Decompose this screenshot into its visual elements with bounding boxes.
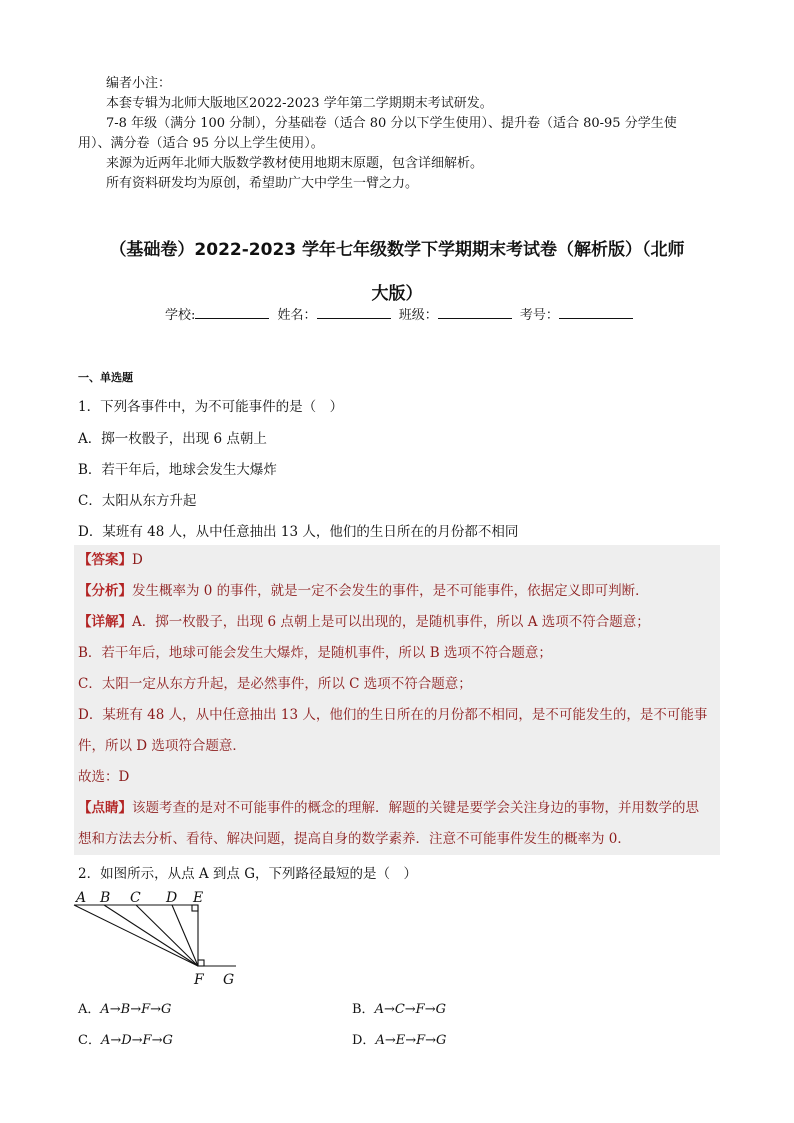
title-line: （基础卷）2022-2023 学年七年级数学下学期期末考试卷（解析版）（北师 [109,240,685,260]
point-label-a: A [76,890,87,906]
option-path: A→B→F→G [100,1002,172,1017]
note-line: 7-8 年级（满分 100 分制），分基础卷（适合 80 分以下学生使用）、提升卷（适合 80-95 分学生使 [106,116,677,131]
question-2-option-a [78,998,171,1017]
segment-df [172,905,198,966]
option-path: A→C→F→G [374,1002,446,1017]
segment-af [74,905,198,966]
point-text-1: 该题考查的是对不可能事件的概念的理解．解题的关键是要学会关注身边的事物，并用数学的思 [132,800,699,816]
analysis-tag: 【分析】 [78,583,132,599]
question-1-option-b: B．若干年后，地球会发生大爆炸 [78,462,277,478]
answer-content [78,545,718,855]
point-tag: 【点睛】 [78,800,132,816]
question-2-stem: 2．如图所示，从点 A 到点 G，下列路径最短的是（ ） [78,866,417,882]
class-blank [438,306,512,319]
detail-d1: D．某班有 48 人，从中任意抽出 13 人，他们的生日所在的月份都不相同，是不可能发生的，是不可能事 [78,707,708,723]
school-label: 学校: [165,308,196,323]
option-letter: B． [352,1002,375,1017]
answer-value: D [132,552,143,568]
detail-d2: 件，所以 D 选项符合题意． [78,738,246,754]
choose-line: 故选：D [78,769,130,785]
note-line: 编者小注： [106,76,172,91]
answer-line [78,545,718,576]
name-label: 姓名： [277,308,317,323]
option-letter: C． [78,1033,101,1048]
exam-no-label: 考号： [519,308,559,323]
point-label-e: E [193,890,204,906]
title-line: 大版） [371,284,423,304]
note-line: 来源为近两年北师大版数学教材使用地期末原题，包含详细解析。 [106,156,484,171]
note-line: 所有资料研发均为原创，希望助广大中学生一臂之力。 [106,176,419,191]
segment-cf [136,905,198,966]
question-2-option-c [78,1029,173,1048]
student-info [165,304,637,323]
segment-bf [104,905,198,966]
point-label-f: F [194,972,204,988]
option-path: A→E→F→G [375,1033,447,1048]
editor-note [78,74,723,194]
name-blank [317,306,391,319]
class-label: 班级： [398,308,438,323]
detail-a: A．掷一枚骰子，出现 6 点朝上是可以出现的，是随机事件，所以 A 选项不符合题意； [132,614,650,630]
note-line: 用）、满分卷（适合 95 分以上学生使用）。 [78,136,324,151]
detail-line [78,607,718,638]
analysis-line [78,576,718,607]
school-blank [195,306,269,319]
question-1-option-d: D．某班有 48 人，从中任意抽出 13 人，他们的生日所在的月份都不相同 [78,524,519,540]
detail-tag: 【详解】 [78,614,132,630]
question-1-option-c: C．太阳从东方升起 [78,493,197,509]
section-heading: 一、单选题 [78,371,133,384]
point-label-c: C [130,890,141,906]
point-text-2: 想和方法去分析、看待、解决问题，提高自身的数学素养．注意不可能事件发生的概率为 0． [78,831,631,847]
note-line: 本套专辑为北师大版地区2022-2023 学年第二学期期末考试研发。 [106,96,493,111]
question-1-stem: 1．下列各事件中，为不可能事件的是（ ） [78,399,344,415]
exam-title [60,228,734,316]
question-2-option-b [352,998,446,1017]
point-label-b: B [100,890,111,906]
question-2-option-d [352,1029,446,1048]
detail-b: B．若干年后，地球可能会发生大爆炸，是随机事件，所以 B 选项不符合题意； [78,645,552,661]
option-letter: D． [352,1033,376,1048]
point-label-d: D [166,890,178,906]
right-angle-bottom [198,960,204,966]
question-1-option-a: A．掷一枚骰子，出现 6 点朝上 [78,431,267,447]
path-figure [70,888,250,988]
point-line [78,793,718,824]
option-letter: A． [78,1002,101,1017]
point-label-g: G [223,972,235,988]
answer-tag: 【答案】 [78,552,132,568]
analysis-text: 发生概率为 0 的事件，就是一定不会发生的事件，是不可能事件，依据定义即可判断． [132,583,649,599]
option-path: A→D→F→G [100,1033,173,1048]
exam-no-blank [559,306,633,319]
detail-c: C．太阳一定从东方升起，是必然事件，所以 C 选项不符合题意； [78,676,472,692]
